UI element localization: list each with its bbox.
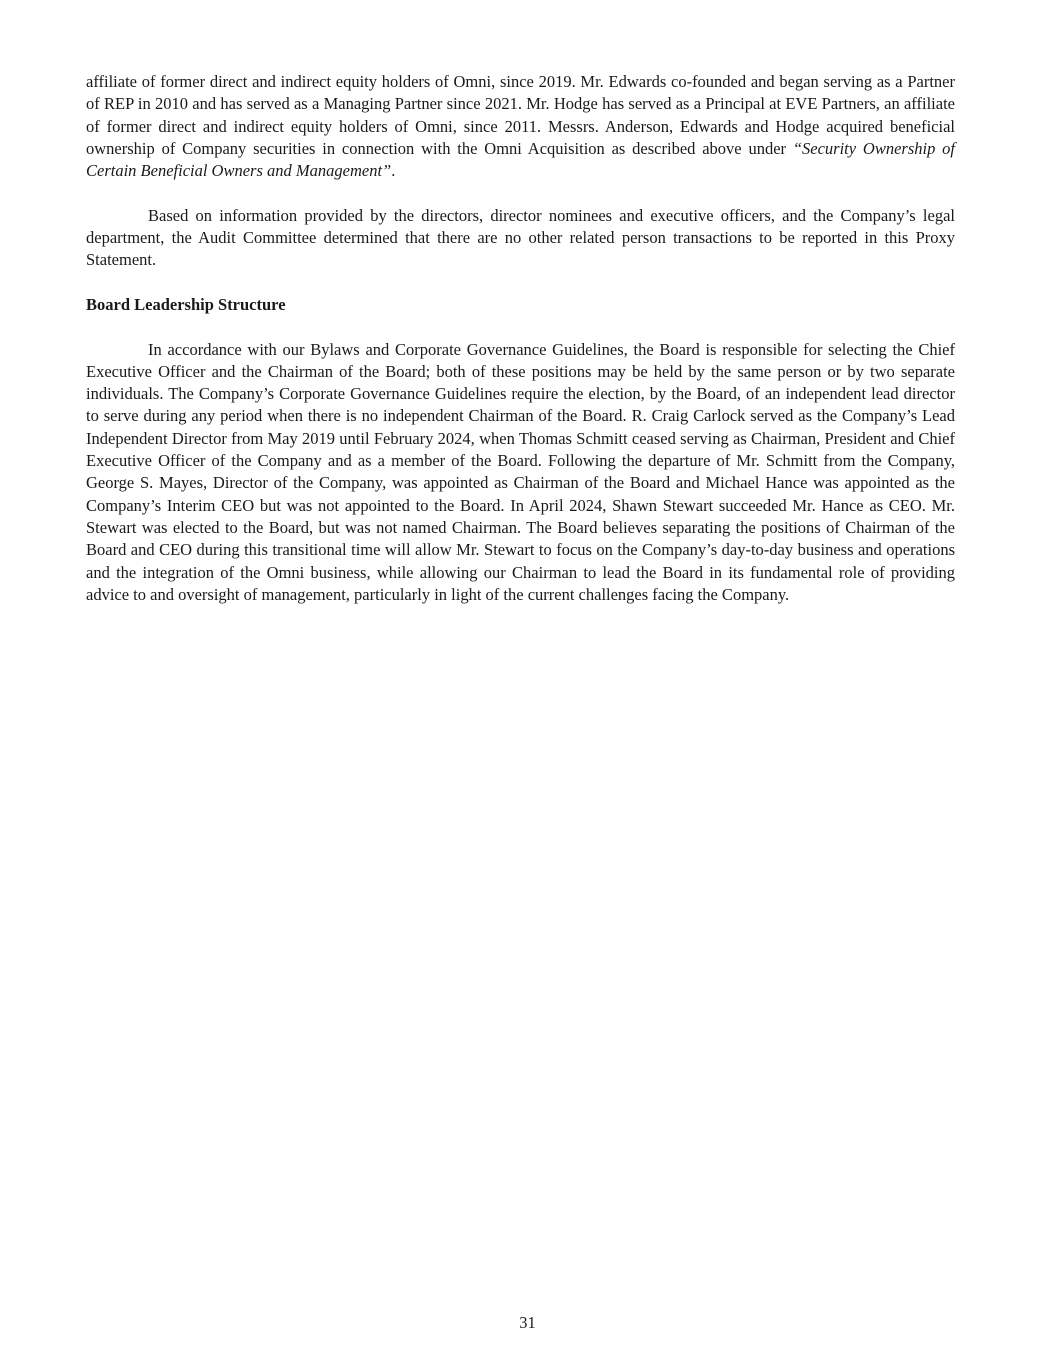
paragraph1-text: affiliate of former direct and indirect equity holders of Omni, since 2019. Mr. Edwards co-founded and began serving as a Partner of REP in 2010 and has served as a Managing Partner since 2021. Mr. Hodge has served as a Principal at EVE Partners, an affiliate of former direct and indirect equity holders of Omni, since 2011. Messrs. Anderson, Edwards and Hodge acquired beneficial ownership of Company securities in connection with the Omni Acquisition as described above under — [86, 72, 955, 158]
page-number: 31 — [519, 1313, 536, 1332]
document-body — [86, 71, 955, 628]
paragraph-board-leadership-structure: In accordance with our Bylaws and Corporate Governance Guidelines, the Board is responsible for selecting the Chief Executive Officer and the Chairman of the Board; both of these positions may be held by the same person or by two separate individuals. The Company’s Corporate Governance Guidelines require the election, by the Board, of an independent lead director to serve during any period when there is no independent Chairman of the Board. R. Craig Carlock served as the Company’s Lead Independent Director from May 2019 until February 2024, when Thomas Schmitt ceased serving as Chairman, President and Chief Executive Officer of the Company and as a member of the Board. Following the departure of Mr. Schmitt from the Company, George S. Mayes, Director of the Company, was appointed as Chairman of the Board and Michael Hance was appointed as the Company’s Interim CEO but was not appointed to the Board. In April 2024, Shawn Stewart succeeded Mr. Hance as CEO. Mr. Stewart was elected to the Board, but was not named Chairman. The Board believes separating the positions of Chairman of the Board and CEO during this transitional time will allow Mr. Stewart to focus on the Company’s day-to-day business and operations and the integration of the Omni business, while allowing our Chairman to lead the Board in its fundamental role of providing advice to and oversight of management, particularly in light of the current challenges facing the Company. — [86, 339, 955, 604]
security-ownership-cross-reference: “Security Ownership of Certain Beneficial Owners and Management” — [86, 138, 955, 181]
paragraph-related-person-transactions-continued — [86, 71, 955, 182]
paragraph1-closing-period: . — [391, 161, 396, 181]
section-heading-board-leadership-structure: Board Leadership Structure — [86, 294, 286, 314]
paragraph-audit-committee-determination: Based on information provided by the directors, director nominees and executive officers, and the Company’s legal department, the Audit Committee determined that there are no other related person transactions to be reported in this Proxy Statement. — [86, 205, 955, 270]
